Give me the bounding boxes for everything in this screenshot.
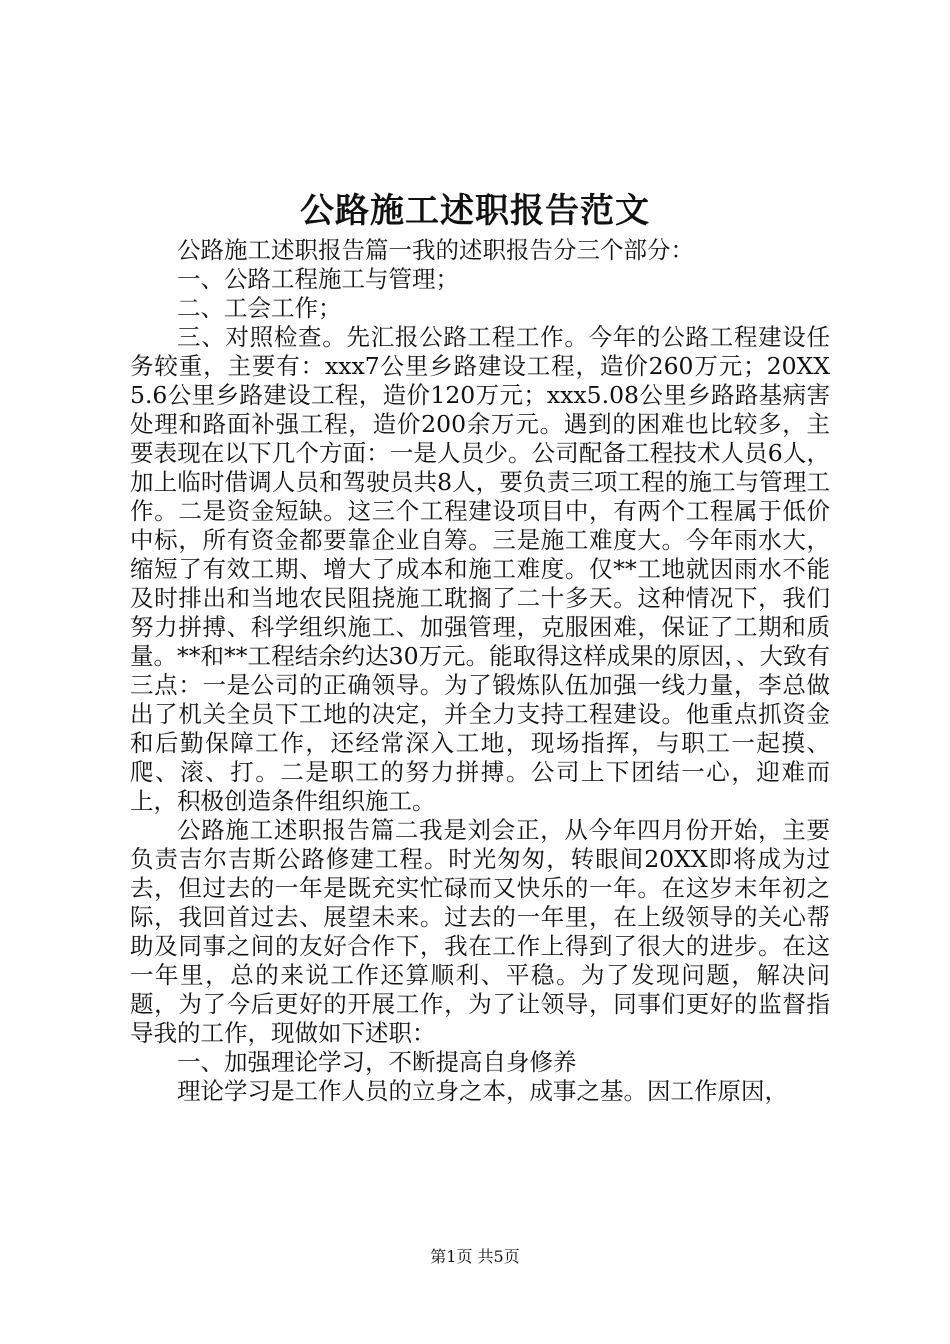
paragraph-section-heading: 一、加强理论学习，不断提高自身修养 [177,1048,577,1076]
paragraph-report-two: 公路施工述职报告篇二我是刘会正，从今年四月份开始，主要负责吉尔吉斯公路修建工程。时光匆匆，转眼间20XX即将成为过去，但过去的一年是既充实忙碌而又快乐的一年。在这岁末年初之际，我回首过去、展望未来。过去的一年里，在上级领导的关心帮助及同事之间的友好合作下，我在工作上得到了很大的进步。在这一年里，总的来说工作还算顺利、平稳。为了发现问题，解决问题，为了今后更好的开展工作，为了让领导，同事们更好的监督指导我的工作，现做如下述职： [130,816,830,1047]
paragraph-part-two: 二、工会工作； [177,294,342,322]
paragraph-theory-study: 理论学习是工作人员的立身之本，成事之基。因工作原因， [177,1077,788,1105]
page-number-footer: 第1页 共5页 [430,1247,520,1266]
paragraph-part-three: 三、对照检查。先汇报公路工程工作。今年的公路工程建设任务较重，主要有：xxx7公里乡路建设工程，造价260万元；20XX5.6公里乡路建设工程，造价120万元；xxx5.08公里乡路路基病害处理和路面补强工程，造价200余万元。遇到的困难也比较多，主要表现在以下几个方面：一是人员少。公司配备工程技术人员6人，加上临时借调人员和驾驶员共8人，要负责三项工程的施工与管理工作。二是资金短缺。这三个工程建设项目中，有两个工程属于低价中标，所有资金都要靠企业自筹。三是施工难度大。今年雨水大，缩短了有效工期、增大了成本和施工难度。仅**工地就因雨水不能及时排出和当地农民阻挠施工耽搁了二十多天。这种情况下，我们努力拼搏、科学组织施工、加强管理，克服困难，保证了工期和质量。**和**工程结余约达30万元。能取得这样成果的原因，、大致有三点：一是公司的正确领导。为了锻炼队伍加强一线力量，李总做出了机关全员下工地的决定，并全力支持工程建设。他重点抓资金和后勤保障工作，还经常深入工地，现场指挥，与职工一起摸、爬、滚、打。二是职工的努力拼搏。公司上下团结一心，迎难而上，积极创造条件组织施工。 [130,323,830,815]
document-title: 公路施工述职报告范文 [300,191,650,231]
document-body [130,236,830,1106]
paragraph-part-one: 一、公路工程施工与管理； [177,265,459,293]
paragraph-intro: 公路施工述职报告篇一我的述职报告分三个部分： [177,236,694,264]
